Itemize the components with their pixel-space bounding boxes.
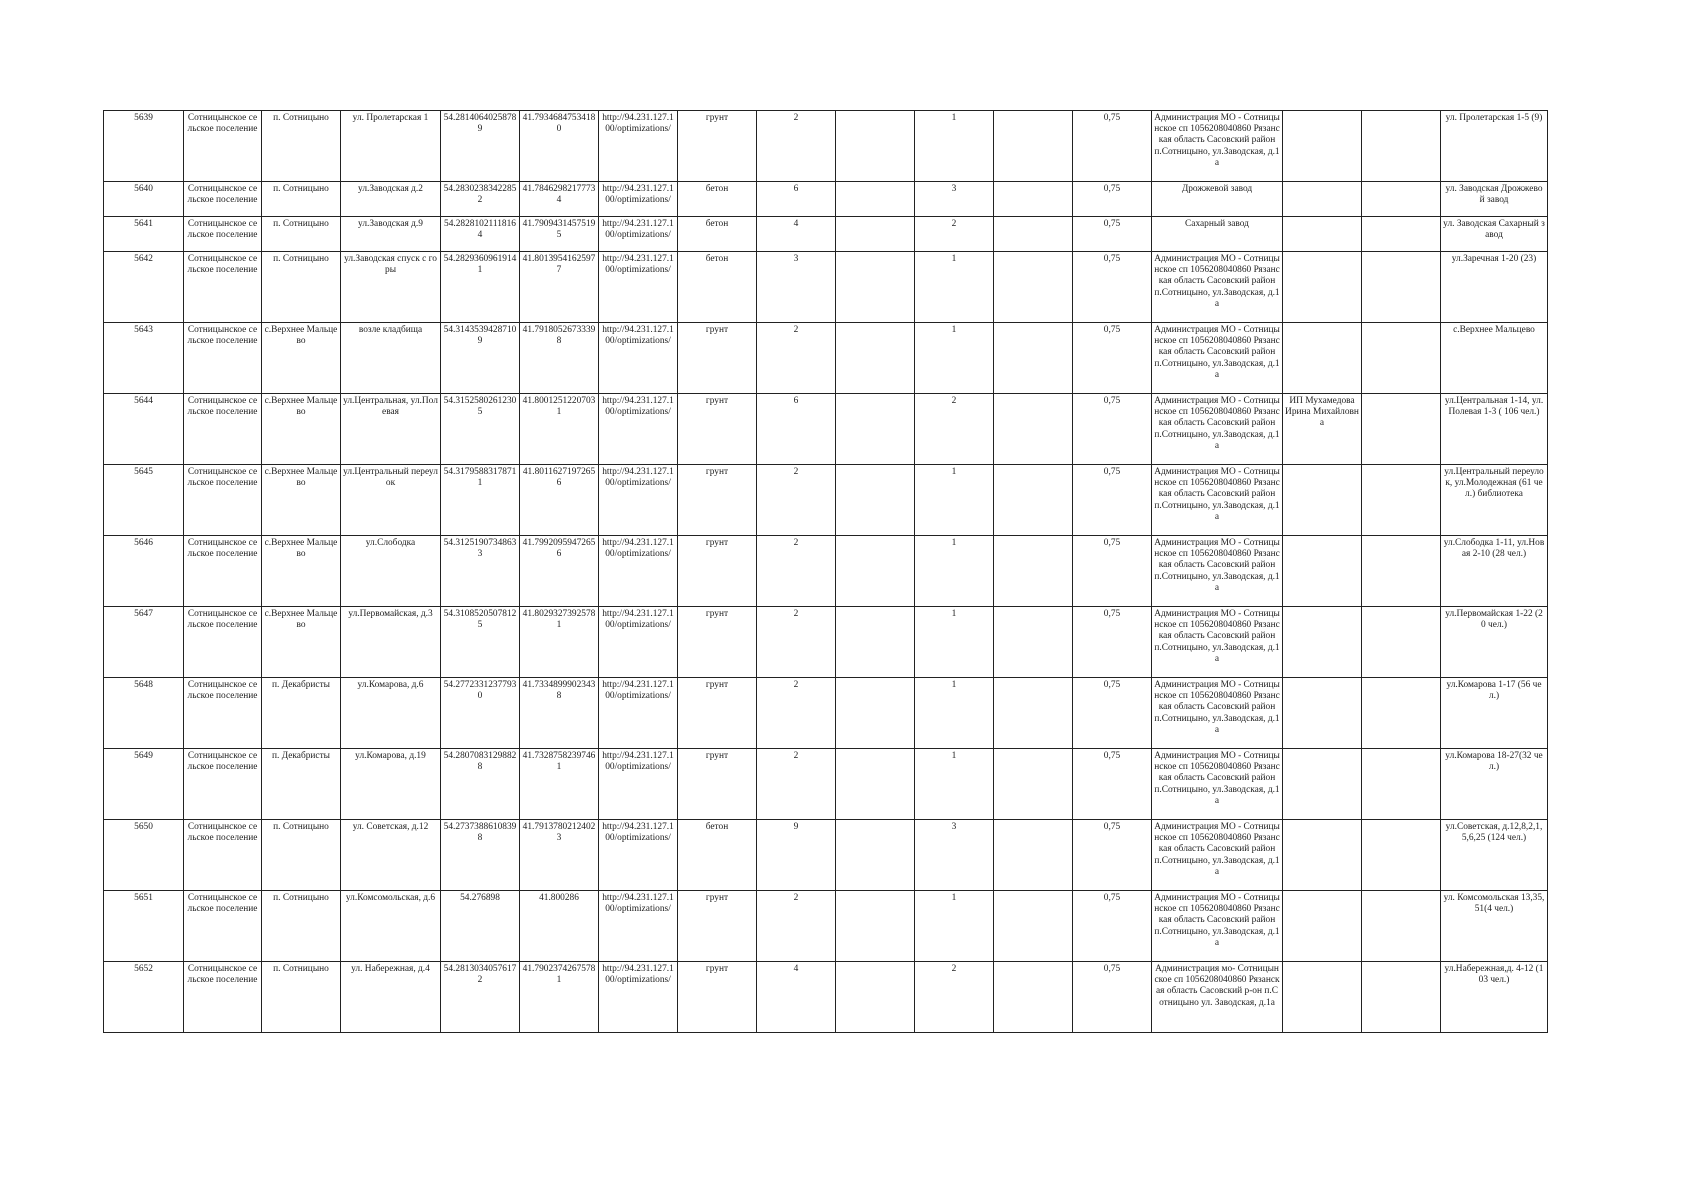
container-count-cell: 1: [915, 323, 994, 394]
empty-cell: [1362, 749, 1441, 820]
operator-cell: [1283, 182, 1362, 217]
surface-cell: грунт: [678, 323, 757, 394]
locality-cell: п. Сотницыно: [262, 217, 341, 252]
longitude-cell: 41.79094314575195: [520, 217, 599, 252]
address-cell: ул.Заводская д.2: [341, 182, 441, 217]
latitude-cell: 54.31795883178711: [441, 465, 520, 536]
served-area-cell: ул.Центральный переулок, ул.Молодежная (61 чел.) библиотека: [1441, 465, 1548, 536]
empty-cell: [1362, 678, 1441, 749]
operator-cell: [1283, 749, 1362, 820]
operator-cell: [1283, 820, 1362, 891]
owner-cell: Администрация МО - Сотницынское сп 1056208040860 Рязанская область Сасовский район п.Сотницыно, ул.Заводская, д.1а: [1152, 536, 1283, 607]
owner-cell: Администрация МО - Сотницынское сп 1056208040860 Рязанская область Сасовский район п.Сотницыно, ул.Заводская, д.1а: [1152, 252, 1283, 323]
empty-cell: [994, 820, 1073, 891]
row-number-cell: 5640: [104, 182, 184, 217]
area-cell: 2: [757, 891, 836, 962]
container-volume-cell: 0,75: [1073, 820, 1152, 891]
empty-cell: [994, 252, 1073, 323]
container-volume-cell: 0,75: [1073, 182, 1152, 217]
operator-cell: [1283, 465, 1362, 536]
surface-cell: грунт: [678, 394, 757, 465]
served-area-cell: ул. Пролетарская 1-5 (9): [1441, 111, 1548, 182]
empty-cell: [1362, 182, 1441, 217]
empty-cell: [994, 182, 1073, 217]
served-area-cell: ул. Комсомольская 13,35,51(4 чел.): [1441, 891, 1548, 962]
settlement-cell: Сотницынское сельское поселение: [184, 678, 262, 749]
surface-cell: грунт: [678, 465, 757, 536]
row-number-cell: 5650: [104, 820, 184, 891]
settlement-cell: Сотницынское сельское поселение: [184, 891, 262, 962]
longitude-cell: 41.79920959472656: [520, 536, 599, 607]
empty-cell: [836, 182, 915, 217]
operator-cell: [1283, 252, 1362, 323]
operator-cell: [1283, 111, 1362, 182]
area-cell: 3: [757, 252, 836, 323]
operator-cell: [1283, 536, 1362, 607]
area-cell: 2: [757, 323, 836, 394]
container-count-cell: 1: [915, 111, 994, 182]
empty-cell: [836, 749, 915, 820]
operator-cell: [1283, 323, 1362, 394]
table-row: [104, 891, 1548, 962]
settlement-cell: Сотницынское сельское поселение: [184, 111, 262, 182]
operator-cell: [1283, 678, 1362, 749]
address-cell: ул.Центральная, ул.Полевая: [341, 394, 441, 465]
latitude-cell: 54.28070831298828: [441, 749, 520, 820]
address-cell: ул.Слободка: [341, 536, 441, 607]
map-link-cell: http://94.231.127.100/optimizations/: [599, 962, 678, 1033]
operator-cell: [1283, 607, 1362, 678]
longitude-cell: 41.80293273925781: [520, 607, 599, 678]
owner-cell: Администрация МО - Сотницынское сп 1056208040860 Рязанская область Сасовский район п.Сотницыно, ул.Заводская, д.1а: [1152, 678, 1283, 749]
owner-cell: Администрация МО - Сотницынское сп 1056208040860 Рязанская область Сасовский район п.Сотницыно, ул.Заводская, д.1а: [1152, 820, 1283, 891]
longitude-cell: 41.78462982177734: [520, 182, 599, 217]
map-link-cell: http://94.231.127.100/optimizations/: [599, 111, 678, 182]
surface-cell: бетон: [678, 252, 757, 323]
table-row: [104, 536, 1548, 607]
address-cell: ул.Заводская спуск с горы: [341, 252, 441, 323]
map-link-cell: http://94.231.127.100/optimizations/: [599, 749, 678, 820]
empty-cell: [994, 749, 1073, 820]
surface-cell: бетон: [678, 820, 757, 891]
row-number-cell: 5646: [104, 536, 184, 607]
table-row: [104, 323, 1548, 394]
empty-cell: [994, 962, 1073, 1033]
container-count-cell: 2: [915, 962, 994, 1033]
settlement-cell: Сотницынское сельское поселение: [184, 323, 262, 394]
table-row: [104, 962, 1548, 1033]
container-count-cell: 3: [915, 182, 994, 217]
empty-cell: [994, 678, 1073, 749]
locality-cell: с.Верхнее Мальцево: [262, 394, 341, 465]
empty-cell: [836, 678, 915, 749]
container-volume-cell: 0,75: [1073, 217, 1152, 252]
longitude-cell: 41.80116271972656: [520, 465, 599, 536]
locality-cell: с.Верхнее Мальцево: [262, 607, 341, 678]
map-link-cell: http://94.231.127.100/optimizations/: [599, 217, 678, 252]
operator-cell: [1283, 217, 1362, 252]
container-count-cell: 3: [915, 820, 994, 891]
table-row: [104, 820, 1548, 891]
locality-cell: п. Сотницыно: [262, 891, 341, 962]
row-number-cell: 5639: [104, 111, 184, 182]
empty-cell: [836, 111, 915, 182]
address-cell: ул.Центральный переулок: [341, 465, 441, 536]
area-cell: 4: [757, 962, 836, 1033]
owner-cell: Администрация МО - Сотницынское сп 1056208040860 Рязанская область Сасовский район п.Сотницыно, ул.Заводская, д.1а: [1152, 323, 1283, 394]
surface-cell: бетон: [678, 217, 757, 252]
empty-cell: [1362, 252, 1441, 323]
address-cell: ул.Комарова, д.19: [341, 749, 441, 820]
container-count-cell: 1: [915, 678, 994, 749]
longitude-cell: 41.79180526733398: [520, 323, 599, 394]
container-volume-cell: 0,75: [1073, 607, 1152, 678]
container-count-cell: 2: [915, 394, 994, 465]
container-count-cell: 1: [915, 749, 994, 820]
table-row: [104, 749, 1548, 820]
container-count-cell: 1: [915, 465, 994, 536]
map-link-cell: http://94.231.127.100/optimizations/: [599, 252, 678, 323]
owner-cell: Дрожжевой завод: [1152, 182, 1283, 217]
latitude-cell: 54.31085205078125: [441, 607, 520, 678]
locality-cell: п. Сотницыно: [262, 962, 341, 1033]
area-cell: 4: [757, 217, 836, 252]
address-cell: ул.Первомайская, д.3: [341, 607, 441, 678]
empty-cell: [836, 465, 915, 536]
container-volume-cell: 0,75: [1073, 111, 1152, 182]
longitude-cell: 41.80139541625977: [520, 252, 599, 323]
empty-cell: [1362, 111, 1441, 182]
served-area-cell: ул.Первомайская 1-22 (20 чел.): [1441, 607, 1548, 678]
empty-cell: [994, 394, 1073, 465]
surface-cell: бетон: [678, 182, 757, 217]
empty-cell: [994, 111, 1073, 182]
area-cell: 6: [757, 182, 836, 217]
locality-cell: п. Сотницыно: [262, 820, 341, 891]
served-area-cell: ул. Заводская Дрожжевой завод: [1441, 182, 1548, 217]
container-volume-cell: 0,75: [1073, 749, 1152, 820]
empty-cell: [994, 465, 1073, 536]
area-cell: 6: [757, 394, 836, 465]
locality-cell: п. Сотницыно: [262, 252, 341, 323]
locality-cell: п. Сотницыно: [262, 182, 341, 217]
longitude-cell: 41.73348999023438: [520, 678, 599, 749]
area-cell: 2: [757, 607, 836, 678]
locality-cell: п. Декабристы: [262, 678, 341, 749]
settlement-cell: Сотницынское сельское поселение: [184, 217, 262, 252]
locality-cell: п. Сотницыно: [262, 111, 341, 182]
surface-cell: грунт: [678, 749, 757, 820]
container-volume-cell: 0,75: [1073, 678, 1152, 749]
empty-cell: [836, 820, 915, 891]
latitude-cell: 54.31435394287109: [441, 323, 520, 394]
table-row: [104, 465, 1548, 536]
table-row: [104, 252, 1548, 323]
settlement-cell: Сотницынское сельское поселение: [184, 182, 262, 217]
container-volume-cell: 0,75: [1073, 536, 1152, 607]
surface-cell: грунт: [678, 111, 757, 182]
latitude-cell: 54.28140640258789: [441, 111, 520, 182]
map-link-cell: http://94.231.127.100/optimizations/: [599, 323, 678, 394]
operator-cell: [1283, 962, 1362, 1033]
owner-cell: Администрация МО - Сотницынское сп 1056208040860 Рязанская область Сасовский район п.Сотницыно, ул.Заводская, д.1а: [1152, 394, 1283, 465]
empty-cell: [1362, 962, 1441, 1033]
table-row: [104, 111, 1548, 182]
area-cell: 2: [757, 678, 836, 749]
empty-cell: [1362, 323, 1441, 394]
map-link-cell: http://94.231.127.100/optimizations/: [599, 607, 678, 678]
settlement-cell: Сотницынское сельское поселение: [184, 962, 262, 1033]
row-number-cell: 5647: [104, 607, 184, 678]
map-link-cell: http://94.231.127.100/optimizations/: [599, 678, 678, 749]
latitude-cell: 54.27373886108398: [441, 820, 520, 891]
owner-cell: Администрация МО - Сотницынское сп 1056208040860 Рязанская область Сасовский район п.Сотницыно, ул.Заводская, д.1а: [1152, 465, 1283, 536]
served-area-cell: ул.Набережная,д. 4-12 (103 чел.): [1441, 962, 1548, 1033]
table-row: [104, 678, 1548, 749]
container-volume-cell: 0,75: [1073, 252, 1152, 323]
area-cell: 2: [757, 111, 836, 182]
latitude-cell: 54.276898: [441, 891, 520, 962]
empty-cell: [1362, 891, 1441, 962]
map-link-cell: http://94.231.127.100/optimizations/: [599, 536, 678, 607]
owner-cell: Администрация МО - Сотницынское сп 1056208040860 Рязанская область Сасовский район п.Сотницыно, ул.Заводская, д.1а: [1152, 749, 1283, 820]
latitude-cell: 54.28302383422852: [441, 182, 520, 217]
empty-cell: [1362, 217, 1441, 252]
empty-cell: [994, 217, 1073, 252]
area-cell: 9: [757, 820, 836, 891]
container-volume-cell: 0,75: [1073, 962, 1152, 1033]
empty-cell: [1362, 820, 1441, 891]
latitude-cell: 54.27723312377930: [441, 678, 520, 749]
surface-cell: грунт: [678, 536, 757, 607]
address-cell: ул. Набережная, д.4: [341, 962, 441, 1033]
owner-cell: Администрация МО - Сотницынское сп 1056208040860 Рязанская область Сасовский район п.Сотницыно, ул.Заводская, д.1а: [1152, 111, 1283, 182]
latitude-cell: 54.31525802612305: [441, 394, 520, 465]
longitude-cell: 41.79346847534180: [520, 111, 599, 182]
empty-cell: [836, 962, 915, 1033]
served-area-cell: ул.Советская, д.12,8,2,1,5,6,25 (124 чел.): [1441, 820, 1548, 891]
table-row: [104, 394, 1548, 465]
container-count-cell: 2: [915, 217, 994, 252]
empty-cell: [1362, 536, 1441, 607]
served-area-cell: с.Верхнее Мальцево: [1441, 323, 1548, 394]
served-area-cell: ул. Заводская Сахарный завод: [1441, 217, 1548, 252]
empty-cell: [836, 394, 915, 465]
table-row: [104, 182, 1548, 217]
container-volume-cell: 0,75: [1073, 394, 1152, 465]
empty-cell: [994, 323, 1073, 394]
map-link-cell: http://94.231.127.100/optimizations/: [599, 465, 678, 536]
container-volume-cell: 0,75: [1073, 891, 1152, 962]
settlement-cell: Сотницынское сельское поселение: [184, 820, 262, 891]
longitude-cell: 41.79137802124023: [520, 820, 599, 891]
served-area-cell: ул.Слободка 1-11, ул.Новая 2-10 (28 чел.): [1441, 536, 1548, 607]
longitude-cell: 41.800286: [520, 891, 599, 962]
container-count-cell: 1: [915, 252, 994, 323]
row-number-cell: 5643: [104, 323, 184, 394]
map-link-cell: http://94.231.127.100/optimizations/: [599, 820, 678, 891]
empty-cell: [1362, 465, 1441, 536]
settlement-cell: Сотницынское сельское поселение: [184, 607, 262, 678]
settlement-cell: Сотницынское сельское поселение: [184, 749, 262, 820]
map-link-cell: http://94.231.127.100/optimizations/: [599, 394, 678, 465]
latitude-cell: 54.28130340576172: [441, 962, 520, 1033]
row-number-cell: 5651: [104, 891, 184, 962]
served-area-cell: ул.Центральная 1-14, ул.Полевая 1-3 ( 106 чел.): [1441, 394, 1548, 465]
map-link-cell: http://94.231.127.100/optimizations/: [599, 891, 678, 962]
empty-cell: [836, 217, 915, 252]
empty-cell: [994, 891, 1073, 962]
empty-cell: [1362, 394, 1441, 465]
latitude-cell: 54.31251907348633: [441, 536, 520, 607]
owner-cell: Сахарный завод: [1152, 217, 1283, 252]
row-number-cell: 5644: [104, 394, 184, 465]
row-number-cell: 5645: [104, 465, 184, 536]
locality-cell: п. Декабристы: [262, 749, 341, 820]
container-volume-cell: 0,75: [1073, 323, 1152, 394]
container-count-cell: 1: [915, 607, 994, 678]
row-number-cell: 5652: [104, 962, 184, 1033]
empty-cell: [836, 891, 915, 962]
address-cell: возле кладбища: [341, 323, 441, 394]
address-cell: ул. Пролетарская 1: [341, 111, 441, 182]
served-area-cell: ул.Заречная 1-20 (23): [1441, 252, 1548, 323]
settlement-cell: Сотницынское сельское поселение: [184, 252, 262, 323]
empty-cell: [836, 536, 915, 607]
address-cell: ул.Заводская д.9: [341, 217, 441, 252]
surface-cell: грунт: [678, 607, 757, 678]
latitude-cell: 54.28281021118164: [441, 217, 520, 252]
longitude-cell: 41.73287582397461: [520, 749, 599, 820]
empty-cell: [836, 607, 915, 678]
address-cell: ул.Комсомольская, д.6: [341, 891, 441, 962]
area-cell: 2: [757, 536, 836, 607]
address-cell: ул.Комарова, д.6: [341, 678, 441, 749]
owner-cell: Администрация МО - Сотницынское сп 1056208040860 Рязанская область Сасовский район п.Сотницыно, ул.Заводская, д.1а: [1152, 607, 1283, 678]
empty-cell: [994, 536, 1073, 607]
longitude-cell: 41.79023742675781: [520, 962, 599, 1033]
empty-cell: [836, 323, 915, 394]
container-volume-cell: 0,75: [1073, 465, 1152, 536]
surface-cell: грунт: [678, 678, 757, 749]
address-cell: ул. Советская, д.12: [341, 820, 441, 891]
empty-cell: [1362, 607, 1441, 678]
surface-cell: грунт: [678, 891, 757, 962]
served-area-cell: ул.Комарова 18-27(32 чел.): [1441, 749, 1548, 820]
settlement-cell: Сотницынское сельское поселение: [184, 394, 262, 465]
container-count-cell: 1: [915, 891, 994, 962]
empty-cell: [994, 607, 1073, 678]
latitude-cell: 54.28293609619141: [441, 252, 520, 323]
locality-cell: с.Верхнее Мальцево: [262, 323, 341, 394]
row-number-cell: 5641: [104, 217, 184, 252]
surface-cell: грунт: [678, 962, 757, 1033]
longitude-cell: 41.80012512207031: [520, 394, 599, 465]
registry-table: [103, 110, 1548, 1033]
container-count-cell: 1: [915, 536, 994, 607]
operator-cell: ИП Мухамедова Ирина Михайловна: [1283, 394, 1362, 465]
map-link-cell: http://94.231.127.100/optimizations/: [599, 182, 678, 217]
table-row: [104, 607, 1548, 678]
operator-cell: [1283, 891, 1362, 962]
table-row: [104, 217, 1548, 252]
owner-cell: Администрация мо- Сотницынское сп 1056208040860 Рязанская область Сасовский р-он п.Сотницыно ул. Заводская, д.1а: [1152, 962, 1283, 1033]
served-area-cell: ул.Комарова 1-17 (56 чел.): [1441, 678, 1548, 749]
row-number-cell: 5642: [104, 252, 184, 323]
empty-cell: [836, 252, 915, 323]
settlement-cell: Сотницынское сельское поселение: [184, 536, 262, 607]
locality-cell: с.Верхнее Мальцево: [262, 465, 341, 536]
locality-cell: с.Верхнее Мальцево: [262, 536, 341, 607]
row-number-cell: 5649: [104, 749, 184, 820]
area-cell: 2: [757, 749, 836, 820]
area-cell: 2: [757, 465, 836, 536]
owner-cell: Администрация МО - Сотницынское сп 1056208040860 Рязанская область Сасовский район п.Сотницыно, ул.Заводская, д.1а: [1152, 891, 1283, 962]
row-number-cell: 5648: [104, 678, 184, 749]
settlement-cell: Сотницынское сельское поселение: [184, 465, 262, 536]
